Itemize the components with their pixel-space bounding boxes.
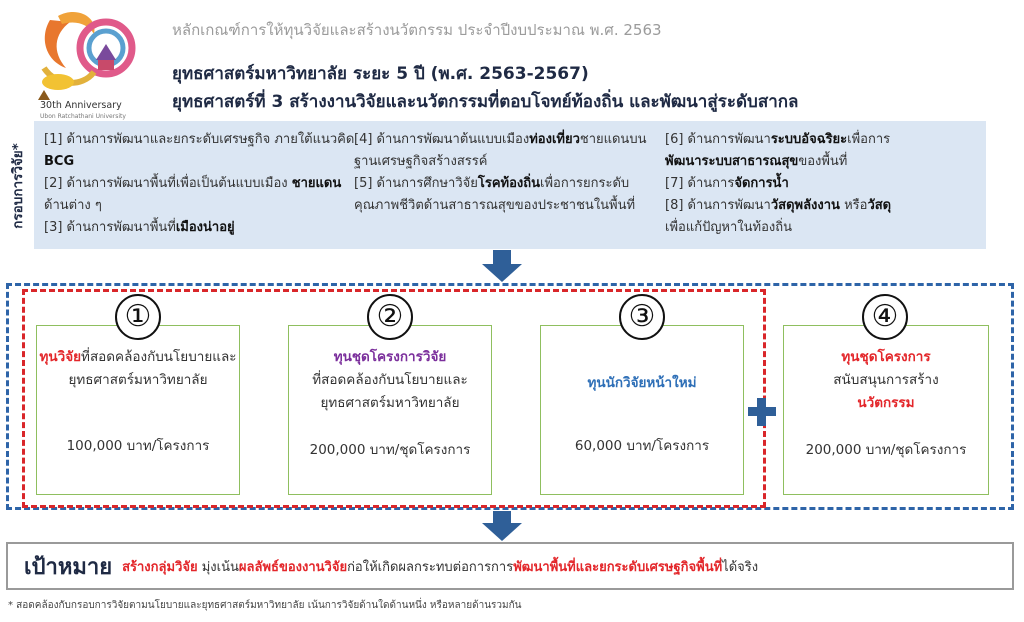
framework-item-6: [6] ด้านการพัฒนาระบบอัจฉริยะเพื่อการ พัฒนาระบบสาธารณสุขของพื้นที่ (665, 132, 891, 169)
framework-item-3: [3] ด้านการพัฒนาพื้นที่เมืองน่าอยู่ (44, 220, 235, 235)
grant-card-2 (288, 325, 492, 495)
footnote: * สอดคล้องกับกรอบการวิจัยตามนโยบายและยุทธศาสตร์มหาวิทยาลัย เน้นการวิจัยด้านใดด้านหนึ่ง หรือหลายด้านรวมกัน (8, 600, 522, 611)
logo-anniversary: 30th Anniversary (40, 100, 122, 111)
logo-university: Ubon Ratchathani University (40, 113, 126, 120)
framework-item-7: [7] ด้านการจัดการน้ำ (665, 176, 789, 191)
grant-card-4-amount: 200,000 บาท/ชุดโครงการ (805, 442, 967, 458)
logo-caption (40, 100, 126, 122)
framework-item-5: [5] ด้านการศึกษาวิจัยโรคท้องถิ่นเพื่อการยกระดับคุณภาพชีวิตด้านสาธารณสุขของประชาชนในพื้นที่ (354, 176, 636, 213)
goal-text: สร้างกลุ่มวิจัย มุ่งเน้นผลลัพธ์ของงานวิจัยก่อให้เกิดผลกระทบต่อการการพัฒนาพื้นที่และยกระดับเศรษฐกิจพื้นที่ได้จริง (122, 559, 759, 575)
goal-label: เป้าหมาย (24, 554, 113, 580)
framework-item-8: [8] ด้านการพัฒนาวัสดุพลังงาน หรือวัสดุ เพื่อแก้ปัญหาในท้องถิ่น (665, 198, 892, 235)
framework-column-1 (44, 129, 356, 239)
grant-card-3-title: ทุนนักวิจัยหน้าใหม่ (587, 375, 697, 391)
grant-card-3-amount: 60,000 บาท/โครงการ (574, 438, 710, 454)
grant-card-2-amount: 200,000 บาท/ชุดโครงการ (309, 442, 471, 458)
grant-card-4-title: ทุนชุดโครงการ สนับสนุนการสร้าง นวัตกรรม (833, 349, 939, 411)
framework-item-2: [2] ด้านการพัฒนาพื้นที่เพื่อเป็นต้นแบบเมือง ชายแดนด้านต่าง ๆ (44, 176, 342, 213)
page-top-title: หลักเกณฑ์การให้ทุนวิจัยและสร้างนวัตกรรม ประจำปีงบประมาณ พ.ศ. 2563 (172, 21, 662, 39)
grant-number-2: ② (367, 294, 413, 340)
grant-card-3 (540, 325, 744, 495)
plus-icon-vertical (757, 398, 766, 426)
framework-item-4: [4] ด้านการพัฒนาต้นแบบเมืองท่องเที่ยวชายแดนบนฐานเศรษฐกิจสร้างสรรค์ (354, 132, 647, 169)
down-arrow-icon-2 (482, 511, 522, 541)
grant-number-1: ① (115, 294, 161, 340)
grant-card-2-title: ทุนชุดโครงการวิจัย ที่สอดคล้องกับนโยบายและยุทธศาสตร์มหาวิทยาลัย (312, 349, 468, 411)
grant-number-4: ④ (862, 294, 908, 340)
grant-card-1-title: ทุนวิจัยที่สอดคล้องกับนโยบายและยุทธศาสตร์มหาวิทยาลัย (39, 349, 237, 388)
framework-item-1: [1] ด้านการพัฒนาและยกระดับเศรษฐกิจ ภายใต้แนวคิด BCG (44, 132, 355, 169)
research-framework-box (34, 121, 986, 249)
down-arrow-icon (482, 250, 522, 282)
goal-box (6, 542, 1014, 590)
framework-column-3 (665, 129, 983, 239)
grant-card-1 (36, 325, 240, 495)
strategy-heading: ยุทธศาสตร์มหาวิทยาลัย ระยะ 5 ปี (พ.ศ. 2563-2567) (172, 64, 589, 84)
strategy-3-heading: ยุทธศาสตร์ที่ 3 สร้างงานวิจัยและนวัตกรรมที่ตอบโจทย์ท้องถิ่น และพัฒนาสู่ระดับสากล (172, 92, 799, 112)
grant-card-4 (783, 325, 989, 495)
grant-card-1-amount: 100,000 บาท/โครงการ (66, 438, 210, 454)
grant-number-3: ③ (619, 294, 665, 340)
framework-column-2 (354, 129, 659, 217)
research-framework-side-label: กรอบการวิจัย* (10, 143, 27, 229)
